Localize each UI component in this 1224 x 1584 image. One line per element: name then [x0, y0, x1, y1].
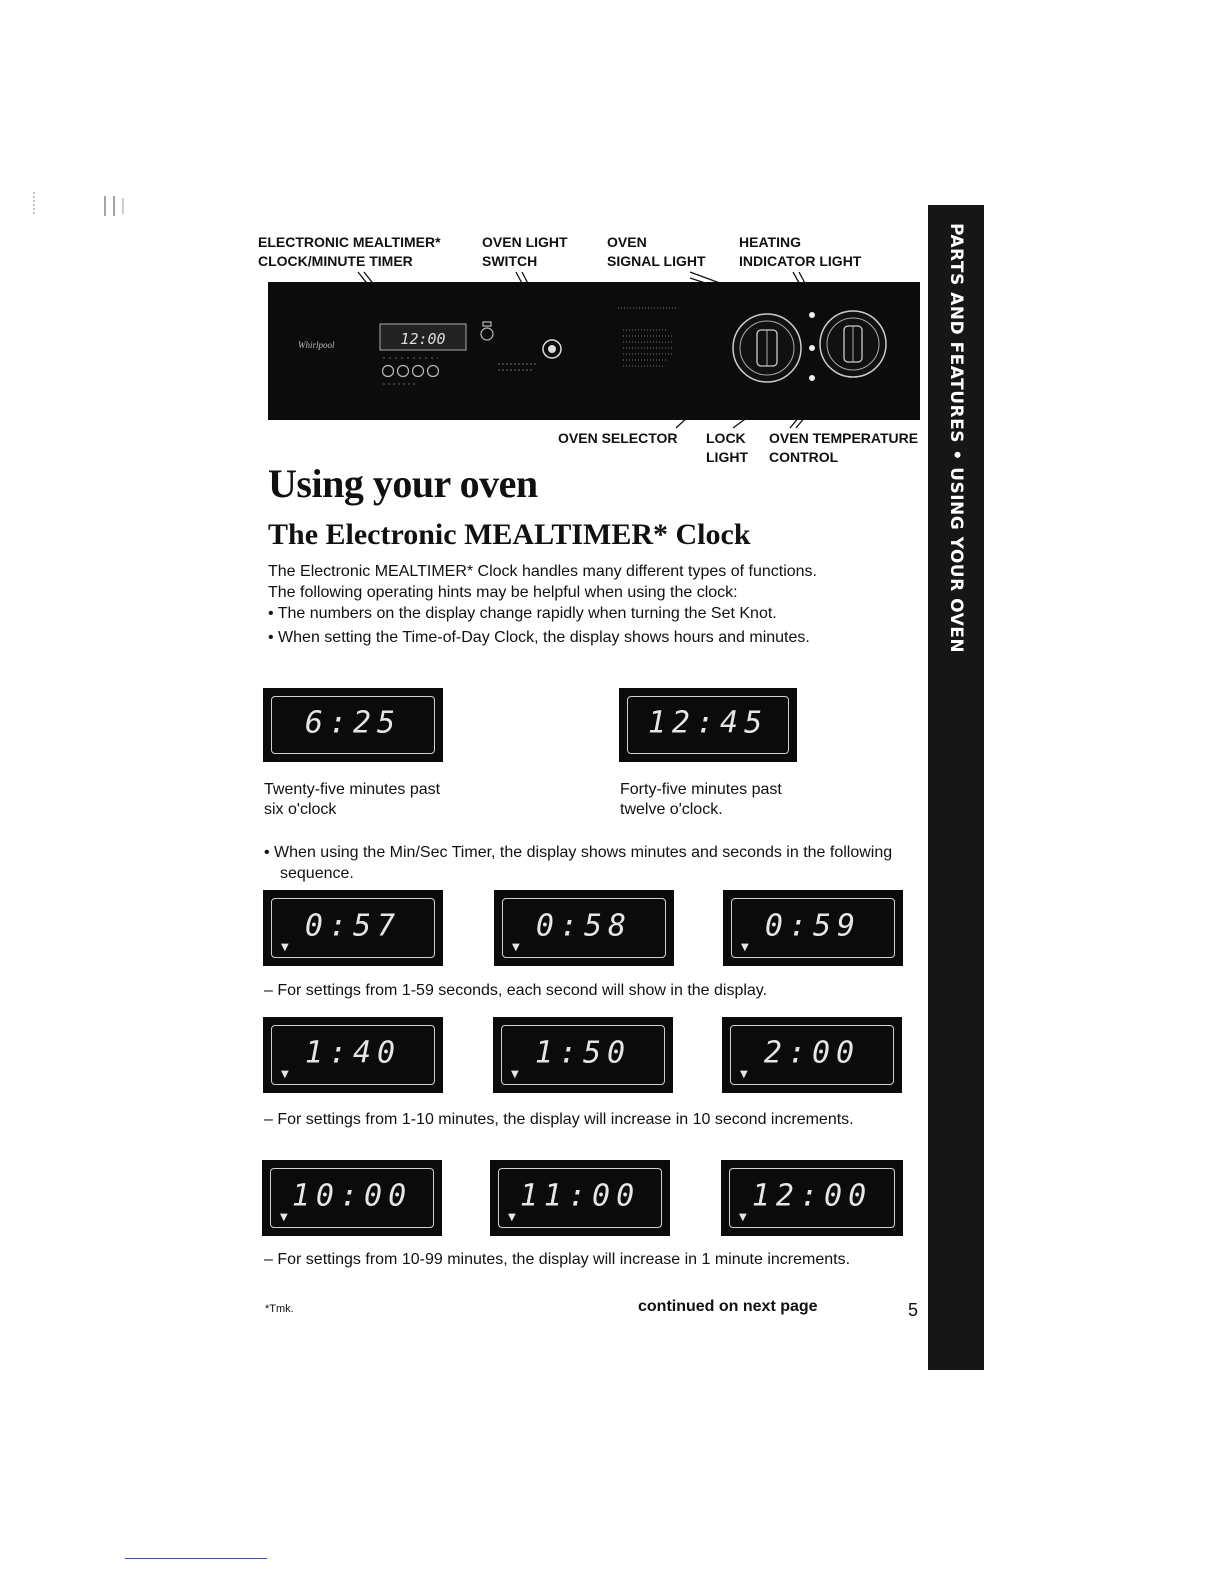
page-number: 5 [908, 1300, 919, 1320]
intro-bullet: • When setting the Time-of-Day Clock, the display shows hours and minutes. [268, 629, 810, 646]
oven-temperature-dial[interactable] [820, 311, 886, 377]
brand-text: Whirlpool [298, 340, 335, 350]
clock-button[interactable] [413, 366, 424, 377]
timer-display [490, 1160, 670, 1236]
section-title: The Electronic MEALTIMER* Clock [268, 518, 751, 551]
down-arrow-icon: ▼ [280, 1212, 288, 1223]
down-arrow-icon: ▼ [511, 1069, 519, 1080]
display-digits: 0:59 [764, 908, 862, 944]
intro-paragraph [268, 561, 908, 648]
page-title: Using your oven [268, 461, 538, 506]
clock-display-example [619, 688, 797, 762]
control-panel [268, 282, 920, 420]
display-digits: 10:00 [291, 1178, 413, 1214]
timer-intro: • When using the Min/Sec Timer, the display shows minutes and seconds in the following sequence. [264, 844, 893, 882]
down-arrow-icon: ▼ [512, 942, 520, 953]
callout-oven-signal: OVEN SIGNAL LIGHT [607, 234, 706, 269]
side-tab-label: PARTS AND FEATURES • USING YOUR OVEN [946, 223, 966, 654]
display-digits: 1:50 [534, 1035, 632, 1071]
down-arrow-icon: ▼ [281, 1069, 289, 1080]
clock-buttons [383, 366, 439, 377]
continued-note: continued on next page [638, 1298, 818, 1315]
note-seconds: – For settings from 1-59 seconds, each second will show in the display. [264, 982, 768, 999]
clock-caption: Twenty-five minutes past six o'clock [264, 781, 441, 818]
timer-display [722, 1017, 902, 1093]
callout-lock-light: LOCK LIGHT [706, 430, 748, 465]
oven-light-switch[interactable] [543, 340, 561, 358]
display-digits: 1:40 [304, 1035, 402, 1071]
callout-heating: HEATING INDICATOR LIGHT [739, 234, 862, 269]
timer-display [723, 890, 903, 966]
display-digits: 6:25 [304, 705, 402, 741]
display-digits: 0:57 [304, 908, 402, 944]
down-arrow-icon: ▼ [281, 942, 289, 953]
display-digits: 12:00 [751, 1178, 873, 1214]
clock-button[interactable] [383, 366, 394, 377]
clock-display [380, 324, 466, 350]
display-digits: 12:45 [647, 705, 769, 741]
cooking-guide-chart [618, 308, 678, 366]
display-digits: 2:00 [763, 1035, 861, 1071]
note-ten-second: – For settings from 1-10 minutes, the display will increase in 10 second increments. [264, 1111, 854, 1128]
clock-button[interactable] [428, 366, 439, 377]
callout-clock: ELECTRONIC MEALTIMER* CLOCK/MINUTE TIMER [258, 234, 441, 269]
callout-oven-light: OVEN LIGHT SWITCH [482, 234, 568, 269]
timer-display [263, 1017, 443, 1093]
intro-bullet: • The numbers on the display change rapidly when turning the Set Knot. [268, 605, 777, 622]
intro-line: The Electronic MEALTIMER* Clock handles many different types of functions. [268, 563, 817, 580]
down-arrow-icon: ▼ [508, 1212, 516, 1223]
oven-selector-dial[interactable] [733, 314, 801, 382]
brand-logo [298, 340, 335, 350]
display-digits: 11:00 [519, 1178, 641, 1214]
signal-lights [809, 312, 815, 381]
timer-display [721, 1160, 903, 1236]
callout-oven-temperature: OVEN TEMPERATURE CONTROL [769, 430, 919, 465]
intro-line: The following operating hints may be helpful when using the clock: [268, 584, 738, 601]
bottom-rule [125, 1558, 267, 1559]
display-digits: 0:58 [535, 908, 633, 944]
down-arrow-icon: ▼ [739, 1212, 747, 1223]
clock-caption: Forty-five minutes past twelve o'clock. [620, 781, 782, 818]
timer-display [494, 890, 674, 966]
note-one-minute: – For settings from 10-99 minutes, the display will increase in 1 minute increments. [264, 1251, 851, 1268]
set-knob[interactable] [481, 322, 493, 340]
timer-display [262, 1160, 442, 1236]
clock-button[interactable] [398, 366, 409, 377]
footnote: *Tmk. [265, 1303, 294, 1315]
down-arrow-icon: ▼ [741, 942, 749, 953]
down-arrow-icon: ▼ [740, 1069, 748, 1080]
callout-oven-selector: OVEN SELECTOR [558, 430, 678, 446]
timer-display [263, 890, 443, 966]
clock-display-digits: 12:00 [400, 330, 446, 348]
clock-display-example [263, 688, 443, 762]
timer-display [493, 1017, 673, 1093]
